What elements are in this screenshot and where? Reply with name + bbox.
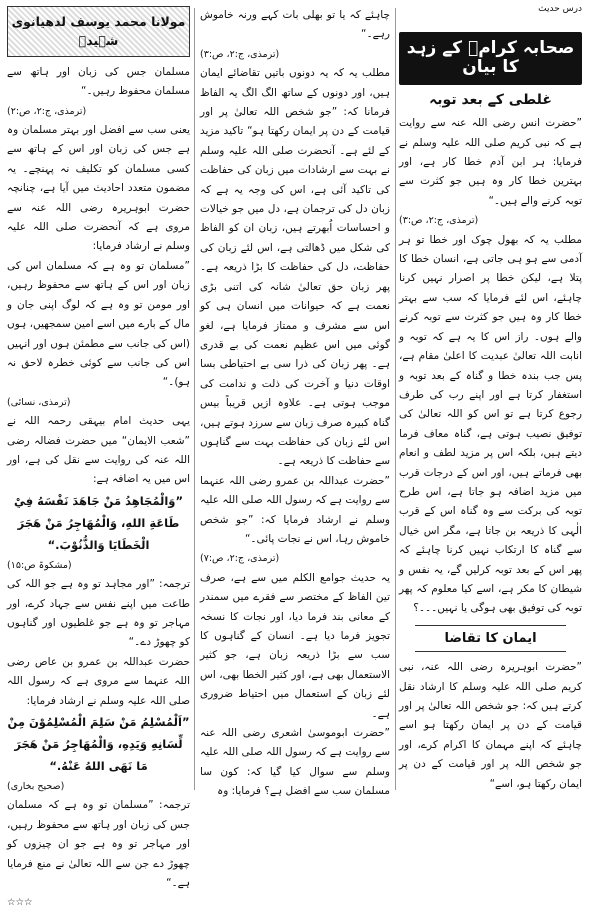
section-tag: درس حدیث <box>538 4 582 14</box>
commentary-text: مطلب یہ کہ بھول چوک اور خطا تو ہر آدمی سے ہو ہی جاتی ہے، انسان خطا کا پتلا ہے، لیکن خطا پر اصرار نہیں کرنا چاہئے، اس لئے فرمایا کہ سب سے بہتر خطا کار وہ ہیں جو کثرت سے توبہ کرنے والے ہوں۔ راز اس کا یہ ہے کہ توبہ و انابت اللہ تعالیٰ عبدیت کا اعلیٰ مقام ہے، پس جب بندہ خطا و گناہ کے بعد توبہ و استغفار کرتا ہے اور اپنے رب کی طرف رجوع کرتا ہے تو اس کو اللہ تعالیٰ کی توفیق نصیب ہوتی ہے، گناہ معاف فرما دیتے ہیں، بلکہ اس پر مزید لطف و انعام بھی فرماتے ہیں، اور اس کے درجات قرب میں مزید اضافہ ہو جاتا ہے، اس طرح توبہ کی برکت سے وہ گناہ اس کے قرب الٰہی کا ذریعہ بن جاتا ہے، مگر اس خیال سے گناہ کا ارتکاب نہیں کرنا چاہئے کہ پھر اس کے بعد توبہ کرلیں گے، یہ نفس و شیطان کا مکر ہے، اسے کیا معلوم کہ پھر توبہ کی توفیق بھی ہوگی یا نہیں۔۔۔؟ <box>399 233 582 615</box>
column-divider <box>194 8 195 790</box>
commentary-text: مطلب یہ کہ یہ دونوں باتیں تقاضائے ایمان ہیں، اور دونوں کے ساتھ الگ الگ یہ الفاظ فرمانا کہ: ”جو شخص اللہ تعالیٰ پر اور قیامت کے دن پر ایمان رکھتا ہو“ تاکید مزید کے لئے ہے۔ آنحضرت صلی اللہ علیہ وسلم نے بہت سے ارشادات میں زبان کی حفاظت کی تاکید آئی ہے، اس کی وجہ یہ ہے کہ زبان دل کی ترجمان ہے، دل میں جو خیالات و احساسات اُبھرتے ہیں، زبان ان کو الفاظ کی شکل میں ڈھالتی ہے، اس لئے زبان کی حفاظت، دل کی حفاظت کا بڑا ذریعہ ہے۔ پھر زبان حق تعالیٰ شانہ کی اتنی بڑی نعمت ہے کہ حیوانات میں انسان ہی کو اس سے مشرف و ممتاز فرمایا ہے، لغو گوئی میں اس عظیم نعمت کی بے قدری ہے۔ پھر زبان کی ذرا سی بے احتیاطی بسا اوقات دنیا و آخرت کی ذلت و ندامت کی موجب ہوتی ہے۔ علاوہ ازیں قریباً بیس گناہ کبیرہ صرف زبان سے سرزد ہوتے ہیں، اس لئے زبان کی حفاظت بہت سے گناہوں سے حفاظت کا ذریعہ ہے۔ <box>200 67 390 468</box>
subhead-repentance: غلطی کے بعد توبہ <box>429 91 552 108</box>
end-stars: ☆☆☆ <box>7 897 33 909</box>
translation-text: ترجمہ: ”مسلمان تو وہ ہے کہ مسلمان جس کی زبان اور ہاتھ سے محفوظ رہیں، اور مہاجر تو وہ ہے جو ان چیزوں کو چھوڑ دے جن سے اللہ تعالیٰ نے منع فرمایا ہے۔“ <box>7 799 190 890</box>
arabic-text: ”اَلْمُسْلِمُ مَنْ سَلِمَ الْمُسْلِمُوْنَ مِنْ لِّسَانِهِ وَيَدِهِ، وَالْمُهَاجِرُ مَنْ هَجَرَ مَا نَهَى اللهُ عَنْهُ.“ <box>7 715 190 773</box>
arabic-text: ”وَالْمُجَاهِدُ مَنْ جَاهَدَ نَفْسَهُ فِيْ طَاعَةِ اللهِ، وَالْمُهَاجِرُ مَنْ هَجَرَ الْخَطَايَا وَالذُّنُوْبَ.“ <box>13 493 184 552</box>
column-divider <box>395 8 396 790</box>
hadith-text: ”حضرت ابوموسیٰ اشعری رضی اللہ عنہ سے روایت ہے کہ رسول اللہ صلی اللہ علیہ وسلم سے سوال کیا گیا کہ: کون سا مسلمان سب سے افضل ہے؟ فرمایا: وہ <box>199 727 390 798</box>
hadith-text: ”حضرت ابوہریرہ رضی اللہ عنہ، نبی کریم صلی اللہ علیہ وسلم کا ارشاد نقل کرتے ہیں کہ: جو شخص اللہ تعالیٰ پر اور قیامت کے دن پر ایمان رکھتا ہو اسے چاہئے کہ اپنے مہمان کا اکرام کرے، اور جو شخص اللہ پر اور قیامت کے دن پر ایمان رکھتا ہو، اسے“ <box>399 661 582 790</box>
article-title: صحابہ کرامؓ کے زہد کا بیان <box>399 32 582 85</box>
author-byline: مولانا محمد یوسف لدھیانوی شہیدؒ <box>7 6 190 57</box>
hadith-reference: (صحیح بخاری) <box>7 781 65 792</box>
commentary-text: یہی حدیث امام بیہقی رحمہ اللہ نے ”شعب الایمان“ میں حضرت فضالہ رضی اللہ عنہ کی روایت سے نقل کی ہے، اور اس میں یہ اضافہ ہے: <box>7 415 190 486</box>
hadith-text: ”حضرت انس رضی اللہ عنہ سے روایت ہے کہ نبی کریم صلی اللہ علیہ وسلم نے فرمایا: ہر ابن آدم خطا کار ہے، اور بہترین خطا کار وہ ہیں جو کثرت سے توبہ کرنے والے ہیں۔“ <box>399 117 582 207</box>
subhead-faith: ایمان کا تقاضا <box>415 625 566 652</box>
hadith-reference: (ترمذی، ج:۲، ص:۲) <box>7 105 87 117</box>
translation-text: ترجمہ: ”اور مجاہد تو وہ ہے جو اللہ کی طاعت میں اپنے نفس سے جہاد کرے، اور مہاجر تو وہ ہے جو غلطیوں اور گناہوں کو چھوڑ دے۔“ <box>7 578 190 649</box>
hadith-reference: (ترمذی، نسائی) <box>7 396 71 408</box>
hadith-reference: (ترمذی، ج:۲، ص:۳) <box>200 48 280 60</box>
hadith-reference: (ترمذی، ج:۲، ص:۷) <box>200 553 280 565</box>
right-column <box>399 22 582 792</box>
commentary-text: یہ حدیث جوامع الکلم میں سے ہے، صرف تین الفاظ کے مختصر سے فقرے میں سمندر کے معانی بند فرما دیا، اور نجات کا نسخہ تجویز فرما دیا ہے۔ انسان کے گناہوں کا سب سے بڑا ذریعہ زبان ہے، جو کثیر الاستعمال بھی ہے، اور کثیر الخطا بھی، اس لئے زبان کے استعمال میں احتیاط ضروری ہے۔ <box>200 571 390 720</box>
hadith-text: ”حضرت عبداللہ بن عمرو رضی اللہ عنہما سے روایت ہے کہ رسول اللہ صلی اللہ علیہ وسلم نے ارشاد فرمایا کہ: ”جو شخص خاموش رہا، اس نے نجات پائی۔“ <box>199 474 390 545</box>
left-column <box>7 6 190 909</box>
hadith-reference: (ترمذی، ج:۲، ص:۳) <box>399 215 479 227</box>
hadith-text: مسلمان جس کی زبان اور ہاتھ سے مسلمان محفوظ رہیں۔“ <box>7 65 190 98</box>
hadith-text: چاہئے کہ یا تو بھلی بات کہے ورنہ خاموش رہے۔“ <box>200 9 390 41</box>
hadith-reference: (مشکوۃ ص:۱۵) <box>7 559 72 571</box>
commentary-text: حضرت عبداللہ بن عمرو بن عاص رضی اللہ عنہما سے مروی ہے کہ رسول اللہ صلی اللہ علیہ وسلم نے ارشاد فرمایا: <box>7 655 190 707</box>
hadith-text: ”مسلمان تو وہ ہے کہ مسلمان اس کی زبان اور اس کے ہاتھ سے محفوظ رہیں، اور مومن تو وہ ہے کہ لوگ اپنی جان و مال کے بارے میں اسے امین سمجھیں، ہوں (اس کی جانب سے مطمئن ہوں اور انہیں اس کی جانب سے کوئی خطرہ لاحق نہ ہو)۔“ <box>7 259 190 389</box>
middle-column <box>199 6 390 798</box>
commentary-text: یعنی سب سے افضل اور بہتر مسلمان وہ ہے جس کی زبان اور اس کے ہاتھ سے کسی مسلمان کو تکلیف نہ پہنچے۔ یہ مضمون متعدد احادیث میں آیا ہے، چنانچہ حضرت ابوہریرہ رضی اللہ عنہ سے مروی ہے کہ آنحضرت صلی اللہ علیہ وسلم نے ارشاد فرمایا: <box>7 124 190 253</box>
